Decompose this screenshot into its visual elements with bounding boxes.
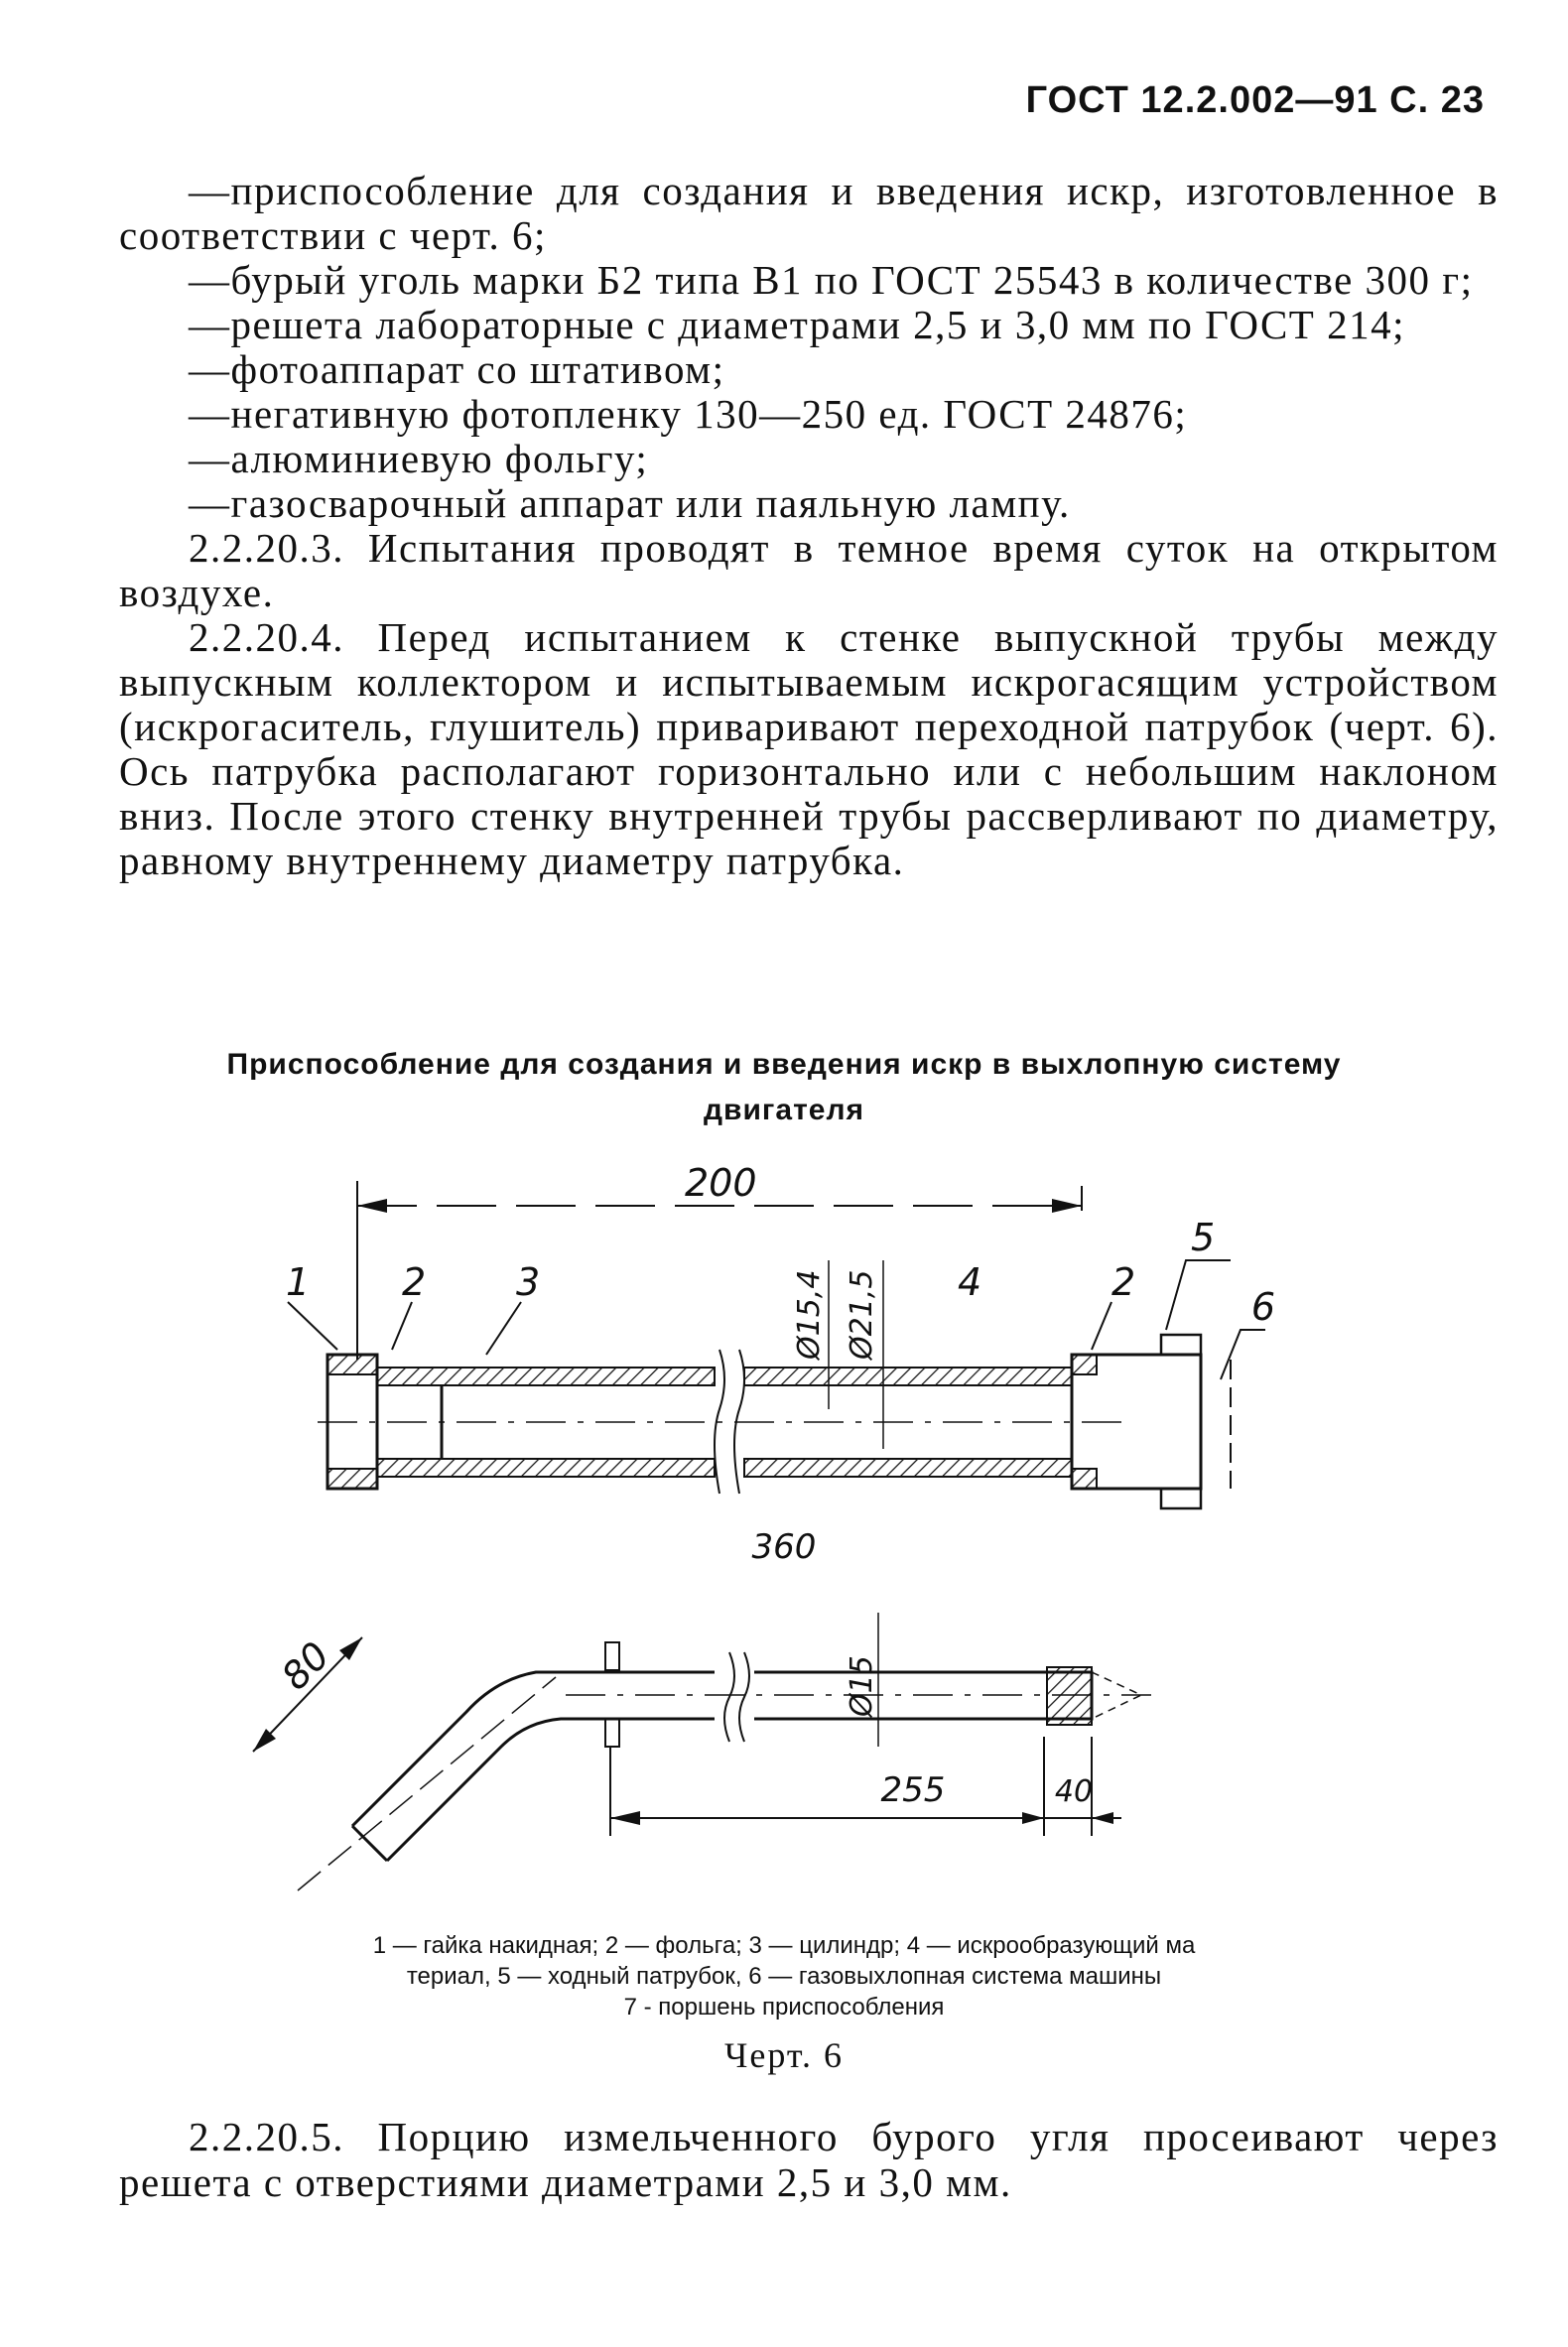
caption-line: 7 - поршень приспособления [623,1994,945,2021]
list-item: —негативную фотопленку 130—250 ед. ГОСТ 24876; [189,391,1188,437]
dimension-80 [253,1633,362,1752]
technical-drawing [228,1151,1275,1915]
list-item: —решета лабораторные с диаметрами 2,5 и 3,0 мм по ГОСТ 214; [189,302,1405,347]
dia-15-4-label: Ø15,4 [792,1269,827,1360]
body-text [119,169,1499,883]
pos-6-label: 6 [1250,1285,1275,1329]
list-item: —бурый уголь марки Б2 типа В1 по ГОСТ 25543 в количестве 300 г; [189,257,1474,303]
dia-15-label: Ø15 [845,1655,879,1717]
pos-5-label: 5 [1191,1216,1216,1259]
figure-caption [189,1930,1379,2022]
pos-3-label: 3 [516,1260,541,1304]
figure-title: Приспособление для создания и введения искр в выхлопную систему двигателя [226,1048,1342,1126]
bottom-text [119,2114,1499,2205]
pos-4-label: 4 [958,1260,982,1304]
dim-255-label: 255 [880,1770,946,1810]
dim-360-label: 360 [751,1527,817,1567]
page-header: ГОСТ 12.2.002—91 С. 23 [1025,79,1485,121]
list-item: —приспособление для создания и введения искр, изготовленное в соответствии с черт. 6; [119,168,1499,258]
bent-tube [298,1642,1151,1891]
paragraph-2-2-20-5: 2.2.20.5. Порцию измельченного бурого угля просеивают через решета с отверстиями диаметрами 2,5 и 3,0 мм. [119,2114,1499,2205]
caption-line: 1 — гайка накидная; 2 — фольга; 3 — цилиндр; 4 — искрообразующий ма [372,1932,1196,1959]
list-item: —фотоаппарат со штативом; [189,346,725,392]
list-item: —газосварочный аппарат или паяльную лампу. [189,480,1071,526]
dimension-40 [1012,1737,1121,1836]
dimension-255 [610,1737,1092,1836]
dim-200-label: 200 [685,1161,757,1205]
paragraph-2-2-20-3: 2.2.20.3. Испытания проводят в темное время суток на открытом воздухе. [119,525,1499,615]
pos-2a-label: 2 [402,1260,427,1304]
paragraph-2-2-20-4: 2.2.20.4. Перед испытанием к стенке выпускной трубы между выпускным коллектором и испытываемым искрогасящим устройством (искрогаситель, глушитель) приваривают переходной патрубок (черт. 6). Ось патрубка располагают горизонтально или с небольшим наклоном вниз. После этого стенку внутренней трубы рассверливают по диаметру, равному внутреннему диаметру патрубка. [119,614,1499,883]
dim-40-label: 40 [1054,1774,1094,1809]
dia-21-5-label: Ø21,5 [845,1269,879,1360]
pos-2b-label: 2 [1111,1260,1136,1304]
figure-number: Черт. 6 [724,2035,844,2075]
caption-line: териал, 5 — ходный патрубок, 6 — газовыхлопная система машины [406,1963,1162,1990]
pos-1-label: 1 [286,1260,311,1304]
list-item: —алюминиевую фольгу; [189,436,649,481]
dim-80-label: 80 [273,1633,338,1699]
